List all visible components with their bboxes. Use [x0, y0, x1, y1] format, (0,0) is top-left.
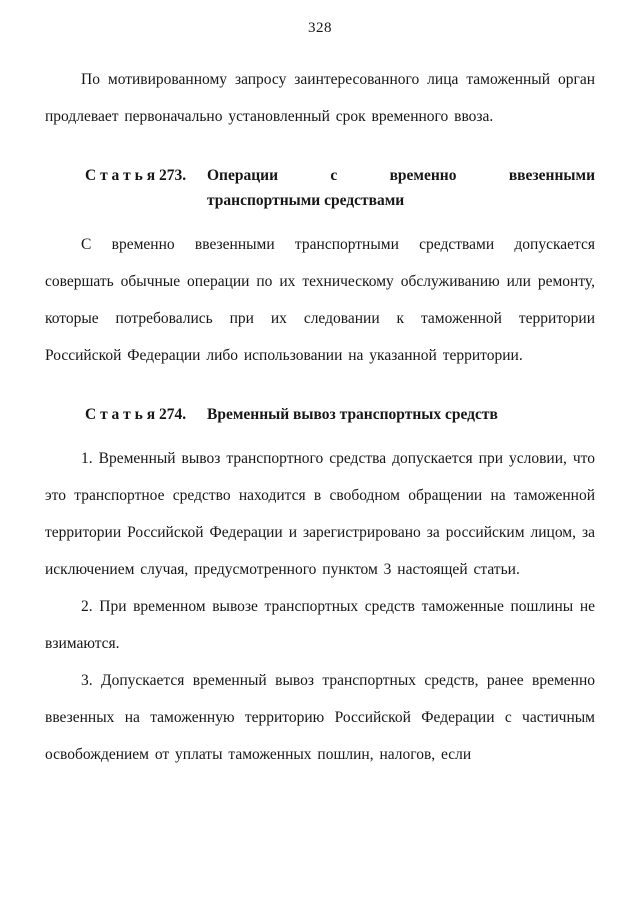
paragraph-article-274-point-1: 1. Временный вывоз транспортного средства допускается при условии, что это транспортное средство находится в свободном обращении на таможенной территории Российской Федерации и зарегистрировано за российским лицом, за исключением случая, предусмотренного пунктом 3 настоящей статьи.	[45, 450, 595, 578]
paragraph-article-274-point-3: 3. Допускается временный вывоз транспортных средств, ранее временно ввезенных на таможенную территорию Российской Федерации с частичным освобождением от уплаты таможенных пошлин, налогов, если	[45, 672, 595, 763]
article-274-title	[207, 402, 595, 427]
article-274-label: С т а т ь я 274.	[85, 406, 187, 423]
article-274-title-line1: Временный вывоз транспортных средств	[207, 406, 498, 423]
paragraph-intro: По мотивированному запросу заинтересованного лица таможенный орган продлевает первоначально установленный срок временного ввоза.	[45, 71, 595, 125]
article-273-label: С т а т ь я 273.	[85, 167, 187, 184]
article-274-heading	[45, 402, 595, 427]
article-273-title-line2: транспортными средствами	[207, 192, 405, 209]
page-number: 328	[308, 20, 332, 36]
article-273-heading	[45, 163, 595, 213]
article-273-title	[207, 163, 595, 213]
paragraph-article-273-body: С временно ввезенными транспортными средствами допускается совершать обычные операции по их техническому обслуживанию или ремонту, которые потребовались при их следовании к таможенной территории Российской Федерации либо использовании на указанной территории.	[45, 236, 595, 364]
article-273-title-line1: Операции с временно ввезенными	[207, 167, 595, 184]
paragraph-article-274-point-2: 2. При временном вывозе транспортных средств таможенные пошлины не взимаются.	[45, 598, 595, 652]
